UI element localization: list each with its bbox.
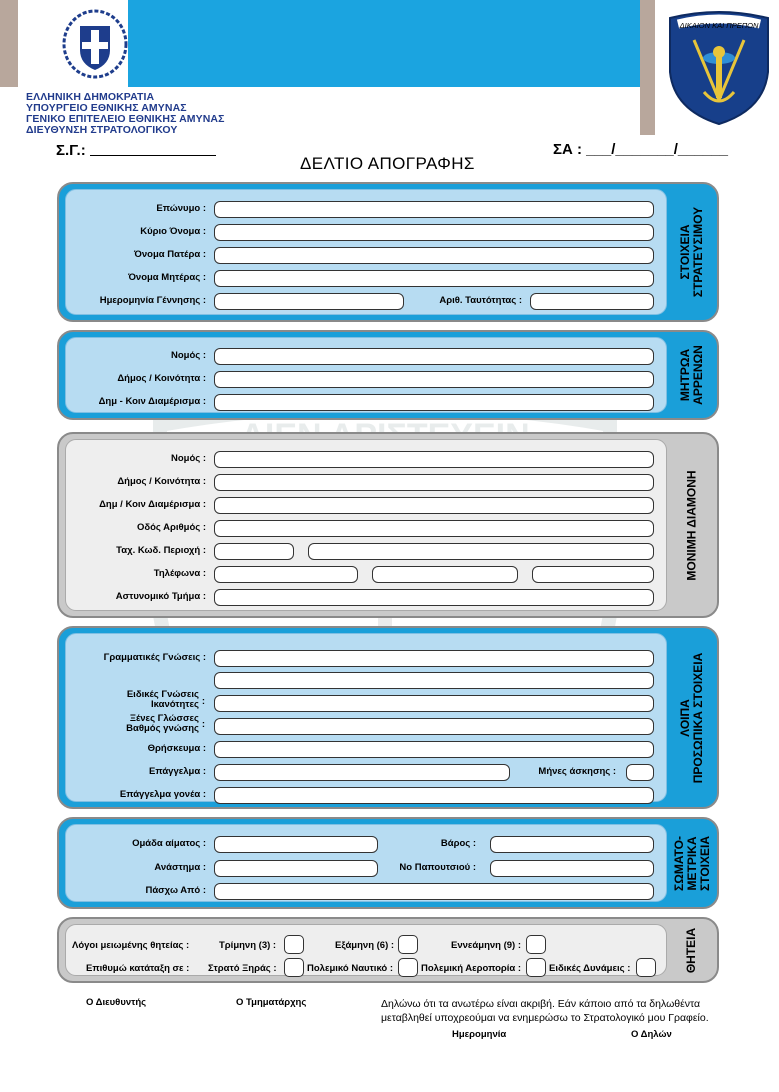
nine-months-checkbox[interactable]: [526, 935, 546, 954]
label-illness: Πάσχω Από :: [145, 885, 206, 896]
badge-motto: ΔΙΚΑΙΟΝ ΚΑΙ ΠΡΕΠΟΝ: [679, 21, 759, 30]
label-birth-date: Ημερομηνία Γέννησης :: [99, 295, 206, 306]
label-army: Στρατό Ξηράς :: [208, 963, 277, 974]
label-id-number: Αριθ. Ταυτότητας :: [439, 295, 522, 306]
org-line-3: ΓΕΝΙΚΟ ΕΠΙΤΕΛΕΙΟ ΕΘΝΙΚΗΣ ΑΜΥΝΑΣ: [26, 113, 225, 125]
section-residence: [57, 432, 719, 618]
weight-field[interactable]: [490, 836, 654, 853]
sa-label: ΣΑ : ___/_______/______: [553, 141, 728, 158]
special-forces-checkbox[interactable]: [636, 958, 656, 977]
label-education: Γραμματικές Γνώσεις :: [103, 652, 206, 663]
registry-prefecture-field[interactable]: [214, 348, 654, 365]
langs-line-2: Βαθμός γνώσης: [126, 723, 199, 734]
skills-line-1: Ειδικές Γνώσεις: [126, 689, 199, 700]
label-parent-profession: Επάγγελμα γονέα :: [119, 789, 206, 800]
side-residence: [667, 434, 717, 616]
months-field[interactable]: [626, 764, 654, 781]
label-father-name: Όνομα Πατέρα :: [134, 249, 206, 260]
shoe-size-field[interactable]: [490, 860, 654, 877]
section-male-registry-inner: [65, 337, 667, 413]
org-line-4: ΔΙΕΥΘΥΝΣΗ ΣΤΡΑΤΟΛΟΓΙΚΟΥ: [26, 124, 178, 136]
illness-field[interactable]: [214, 883, 654, 900]
section-personal-inner: [65, 633, 667, 802]
label-surname: Επώνυμο :: [156, 203, 206, 214]
greek-emblem-icon: [60, 8, 130, 80]
id-number-field[interactable]: [530, 293, 654, 310]
langs-line-1: Ξένες Γλώσσες: [129, 713, 199, 724]
label-height: Ανάστημα :: [154, 862, 206, 873]
height-field[interactable]: [214, 860, 378, 877]
label-postal: Ταχ. Κωδ. Περιοχή :: [116, 545, 206, 556]
section-conscript-inner: [65, 189, 667, 315]
army-badge-icon: [664, 10, 774, 128]
six-months-checkbox[interactable]: [398, 935, 418, 954]
skills-colon: :: [201, 696, 205, 707]
side-somatometric: [667, 819, 717, 907]
phone-2-field[interactable]: [372, 566, 518, 583]
side-conscript: [667, 184, 717, 320]
label-six: Εξάμηνη (6) :: [335, 940, 395, 951]
section-service-inner: [65, 924, 667, 976]
first-name-field[interactable]: [214, 224, 654, 241]
label-skills: [127, 690, 199, 710]
side-soma-3: ΣΤΟΙΧΕΙΑ: [697, 835, 712, 891]
section-residence-inner: [65, 439, 667, 611]
section-personal: [57, 626, 719, 809]
mother-name-field[interactable]: [214, 270, 654, 287]
label-special: Ειδικές Δυνάμεις :: [549, 963, 631, 974]
side-male-registry: [667, 332, 717, 418]
skills-line-2: Ικανότητες: [150, 699, 199, 710]
res-municipality-field[interactable]: [214, 474, 654, 491]
label-res-district: Δημ / Κοιν Διαμέρισμα :: [99, 499, 206, 510]
side-registry-2: ΑΡΡΕΝΩΝ: [691, 345, 706, 405]
sg-field[interactable]: [90, 155, 216, 156]
profession-field[interactable]: [214, 764, 510, 781]
section-male-registry: [57, 330, 719, 420]
head-label: Ο Τμηματάρχης: [236, 997, 307, 1008]
skills-field[interactable]: [214, 695, 654, 712]
declaration-text: Δηλώνω ότι τα ανωτέρω είναι ακριβή. Εάν κάποιο από τα δηλωθέντα μεταβληθεί υποχρεούμαι να ενημερώσω το Στρατολογικό μου Γραφείο.: [381, 998, 709, 1024]
airforce-checkbox[interactable]: [526, 958, 546, 977]
religion-field[interactable]: [214, 741, 654, 758]
label-res-prefecture: Νομός :: [170, 453, 206, 464]
label-registry-district: Δημ - Κοιν Διαμέρισμα :: [98, 396, 206, 407]
label-mother-name: Όνομα Μητέρας :: [128, 272, 206, 283]
postal-code-field[interactable]: [214, 543, 294, 560]
side-soma-1: ΣΩΜΑΤΟ-: [671, 835, 686, 891]
label-street: Οδός Αριθμός :: [136, 522, 206, 533]
section-conscript: [57, 182, 719, 322]
res-prefecture-field[interactable]: [214, 451, 654, 468]
langs-colon: :: [201, 719, 205, 730]
side-conscript-1: ΣΤΟΙΧΕΙΑ: [678, 224, 692, 280]
org-line-2: ΥΠΟΥΡΓΕΙΟ ΕΘΝΙΚΗΣ ΑΜΥΝΑΣ: [26, 102, 187, 114]
label-nine: Εννεάμηνη (9) :: [451, 940, 522, 951]
label-religion: Θρήσκευμα :: [147, 743, 206, 754]
label-police: Αστυνομικό Τμήμα :: [115, 591, 206, 602]
side-service-label: ΘΗΤΕΙΑ: [684, 927, 699, 973]
label-weight: Βάρος :: [440, 838, 476, 849]
three-months-checkbox[interactable]: [284, 935, 304, 954]
label-phones: Τηλέφωνα :: [153, 568, 206, 579]
label-profession: Επάγγελμα :: [149, 766, 206, 777]
phone-3-field[interactable]: [532, 566, 654, 583]
side-personal-2: ΠΡΟΣΩΠΙΚΑ ΣΤΟΙΧΕΙΑ: [691, 652, 706, 783]
label-res-municipality: Δήμος / Κοινότητα :: [117, 476, 206, 487]
education-field-1[interactable]: [214, 650, 654, 667]
police-dept-field[interactable]: [214, 589, 654, 606]
sg-label: Σ.Γ.:: [56, 142, 86, 159]
side-personal-1: ΛΟΙΠΑ: [678, 698, 693, 737]
street-field[interactable]: [214, 520, 654, 537]
label-langs: [126, 714, 199, 734]
label-three: Τρίμηνη (3) :: [219, 940, 277, 951]
res-district-field[interactable]: [214, 497, 654, 514]
side-service: [667, 919, 717, 981]
registry-district-field[interactable]: [214, 394, 654, 411]
label-preferred: Επιθυμώ κατάταξη σε :: [86, 963, 190, 974]
side-conscript-2: ΣΤΡΑΤΕΥΣΙΜΟΥ: [691, 206, 705, 298]
registry-municipality-field[interactable]: [214, 371, 654, 388]
parent-profession-field[interactable]: [214, 787, 654, 804]
army-checkbox[interactable]: [284, 958, 304, 977]
education-field-2[interactable]: [214, 672, 654, 689]
surname-field[interactable]: [214, 201, 654, 218]
label-first-name: Κύριο Όνομα :: [140, 226, 206, 237]
blood-type-field[interactable]: [214, 836, 378, 853]
area-field[interactable]: [308, 543, 654, 560]
phone-1-field[interactable]: [214, 566, 358, 583]
label-months: Μήνες άσκησης :: [538, 766, 616, 777]
page-title: ΔΕΛΤΙΟ ΑΠΟΓΡΑΦΗΣ: [300, 154, 475, 173]
birth-date-field[interactable]: [214, 293, 404, 310]
section-service: [57, 917, 719, 983]
label-blood: Ομάδα αίματος :: [132, 838, 206, 849]
date-label: Ημερομηνία: [452, 1029, 507, 1040]
label-registry-municipality: Δήμος / Κοινότητα :: [117, 373, 206, 384]
side-soma-2: ΜΕΤΡΙΚΑ: [684, 836, 699, 890]
org-line-1: ΕΛΛΗΝΙΚΗ ΔΗΜΟΚΡΑΤΙΑ: [26, 91, 155, 103]
declarant-label: Ο Δηλών: [631, 1029, 672, 1040]
father-name-field[interactable]: [214, 247, 654, 264]
label-navy: Πολεμικό Ναυτικό :: [307, 963, 394, 974]
navy-checkbox[interactable]: [398, 958, 418, 977]
section-somatometric-inner: [65, 824, 667, 902]
header-left-strip: [0, 0, 18, 87]
label-airforce: Πολεμική Αεροπορία :: [421, 963, 522, 974]
label-reduced: Λόγοι μειωμένης θητείας :: [72, 940, 190, 951]
side-personal: [667, 628, 717, 807]
director-label: Ο Διευθυντής: [86, 997, 147, 1008]
label-shoe: Νο Παπουτσιού :: [399, 862, 476, 873]
side-registry-1: ΜΗΤΡΩΑ: [678, 348, 693, 402]
section-somatometric: [57, 817, 719, 909]
languages-field[interactable]: [214, 718, 654, 735]
label-registry-prefecture: Νομός :: [170, 350, 206, 361]
side-residence-label: ΜΟΝΙΜΗ ΔΙΑΜΟΝΗ: [684, 469, 699, 581]
